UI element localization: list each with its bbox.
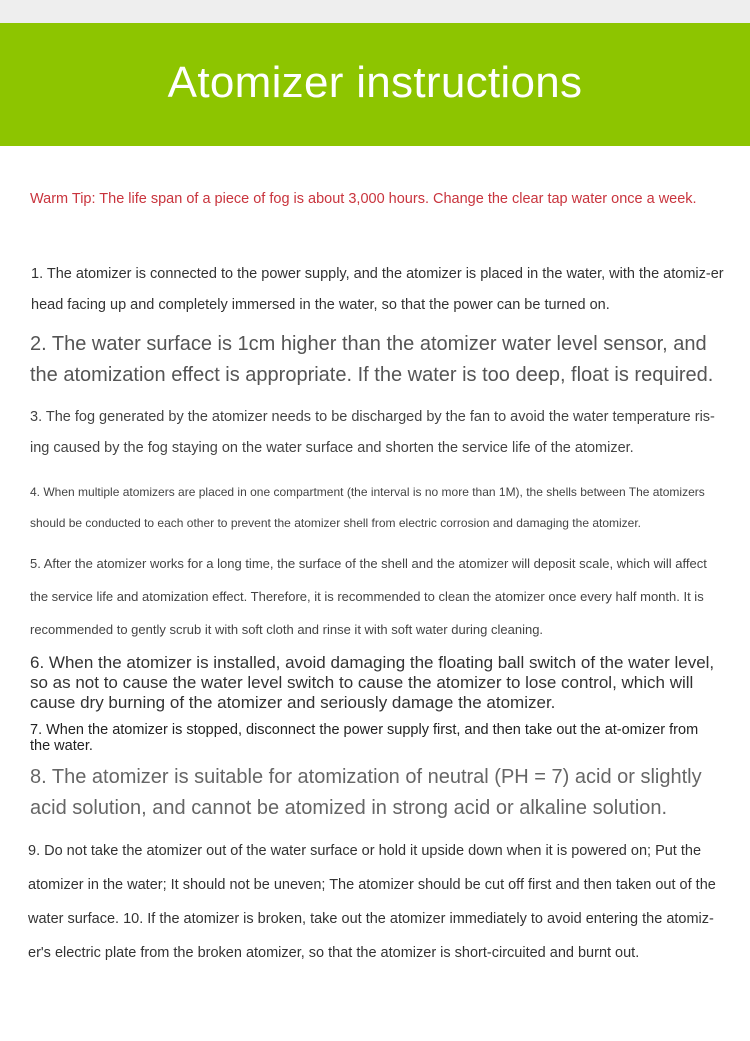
instruction-6: 6. When the atomizer is installed, avoid damaging the floating ball switch of the water level, so as not to cause the water level switch to cause the atomizer to lose control, which will cause dry burning of the atomizer and seriously damage the atomizer.	[30, 653, 715, 712]
instruction-4: 4. When multiple atomizers are placed in one compartment (the interval is no more than 1M), the shells between The atomizers should be conducted to each other to prevent the atomizer shell from electric corrosion and damaging the atomizer.	[30, 485, 705, 530]
instruction-3: 3. The fog generated by the atomizer needs to be discharged by the fan to avoid the water temperature ris-ing caused by the fog staying on the water surface and shorten the service life of the atomizer.	[30, 409, 715, 456]
instruction-2: 2. The water surface is 1cm higher than the atomizer water level sensor, and the atomization effect is appropriate. If the water is too deep, float is required.	[30, 333, 714, 386]
instruction-5: 5. After the atomizer works for a long time, the surface of the shell and the atomizer will deposit scale, which will affect the service life and atomization effect. Therefore, it is recommended to clean the atomizer once every half month. It is recommended to gently scrub it with soft cloth and rinse it with soft water during cleaning.	[30, 556, 707, 637]
warm-tip: Warm Tip: The life span of a piece of fog is about 3,000 hours. Change the clear tap water once a week.	[30, 191, 697, 207]
instruction-7: 7. When the atomizer is stopped, disconnect the power supply first, and then take out the at-omizer from the water.	[30, 722, 699, 754]
instruction-1: 1. The atomizer is connected to the power supply, and the atomizer is placed in the water, with the atomiz-er head facing up and completely immersed in the water, so that the power can be turned on.	[31, 266, 724, 313]
header-banner	[0, 23, 750, 146]
instruction-9-10: 9. Do not take the atomizer out of the water surface or hold it upside down when it is powered on; Put the atomizer in the water; It should not be uneven; The atomizer should be cut off first and then taken out of the water surface. 10. If the atomizer is broken, take out the atomizer immediately to avoid entering the atomiz-er's electric plate from the broken atomizer, so that the atomizer is short-circuited and burnt out.	[28, 843, 716, 961]
instruction-8: 8. The atomizer is suitable for atomization of neutral (PH = 7) acid or slightly acid solution, and cannot be atomized in strong acid or alkaline solution.	[30, 766, 702, 819]
top-strip	[0, 0, 750, 23]
page-title: Atomizer instructions	[167, 57, 583, 107]
